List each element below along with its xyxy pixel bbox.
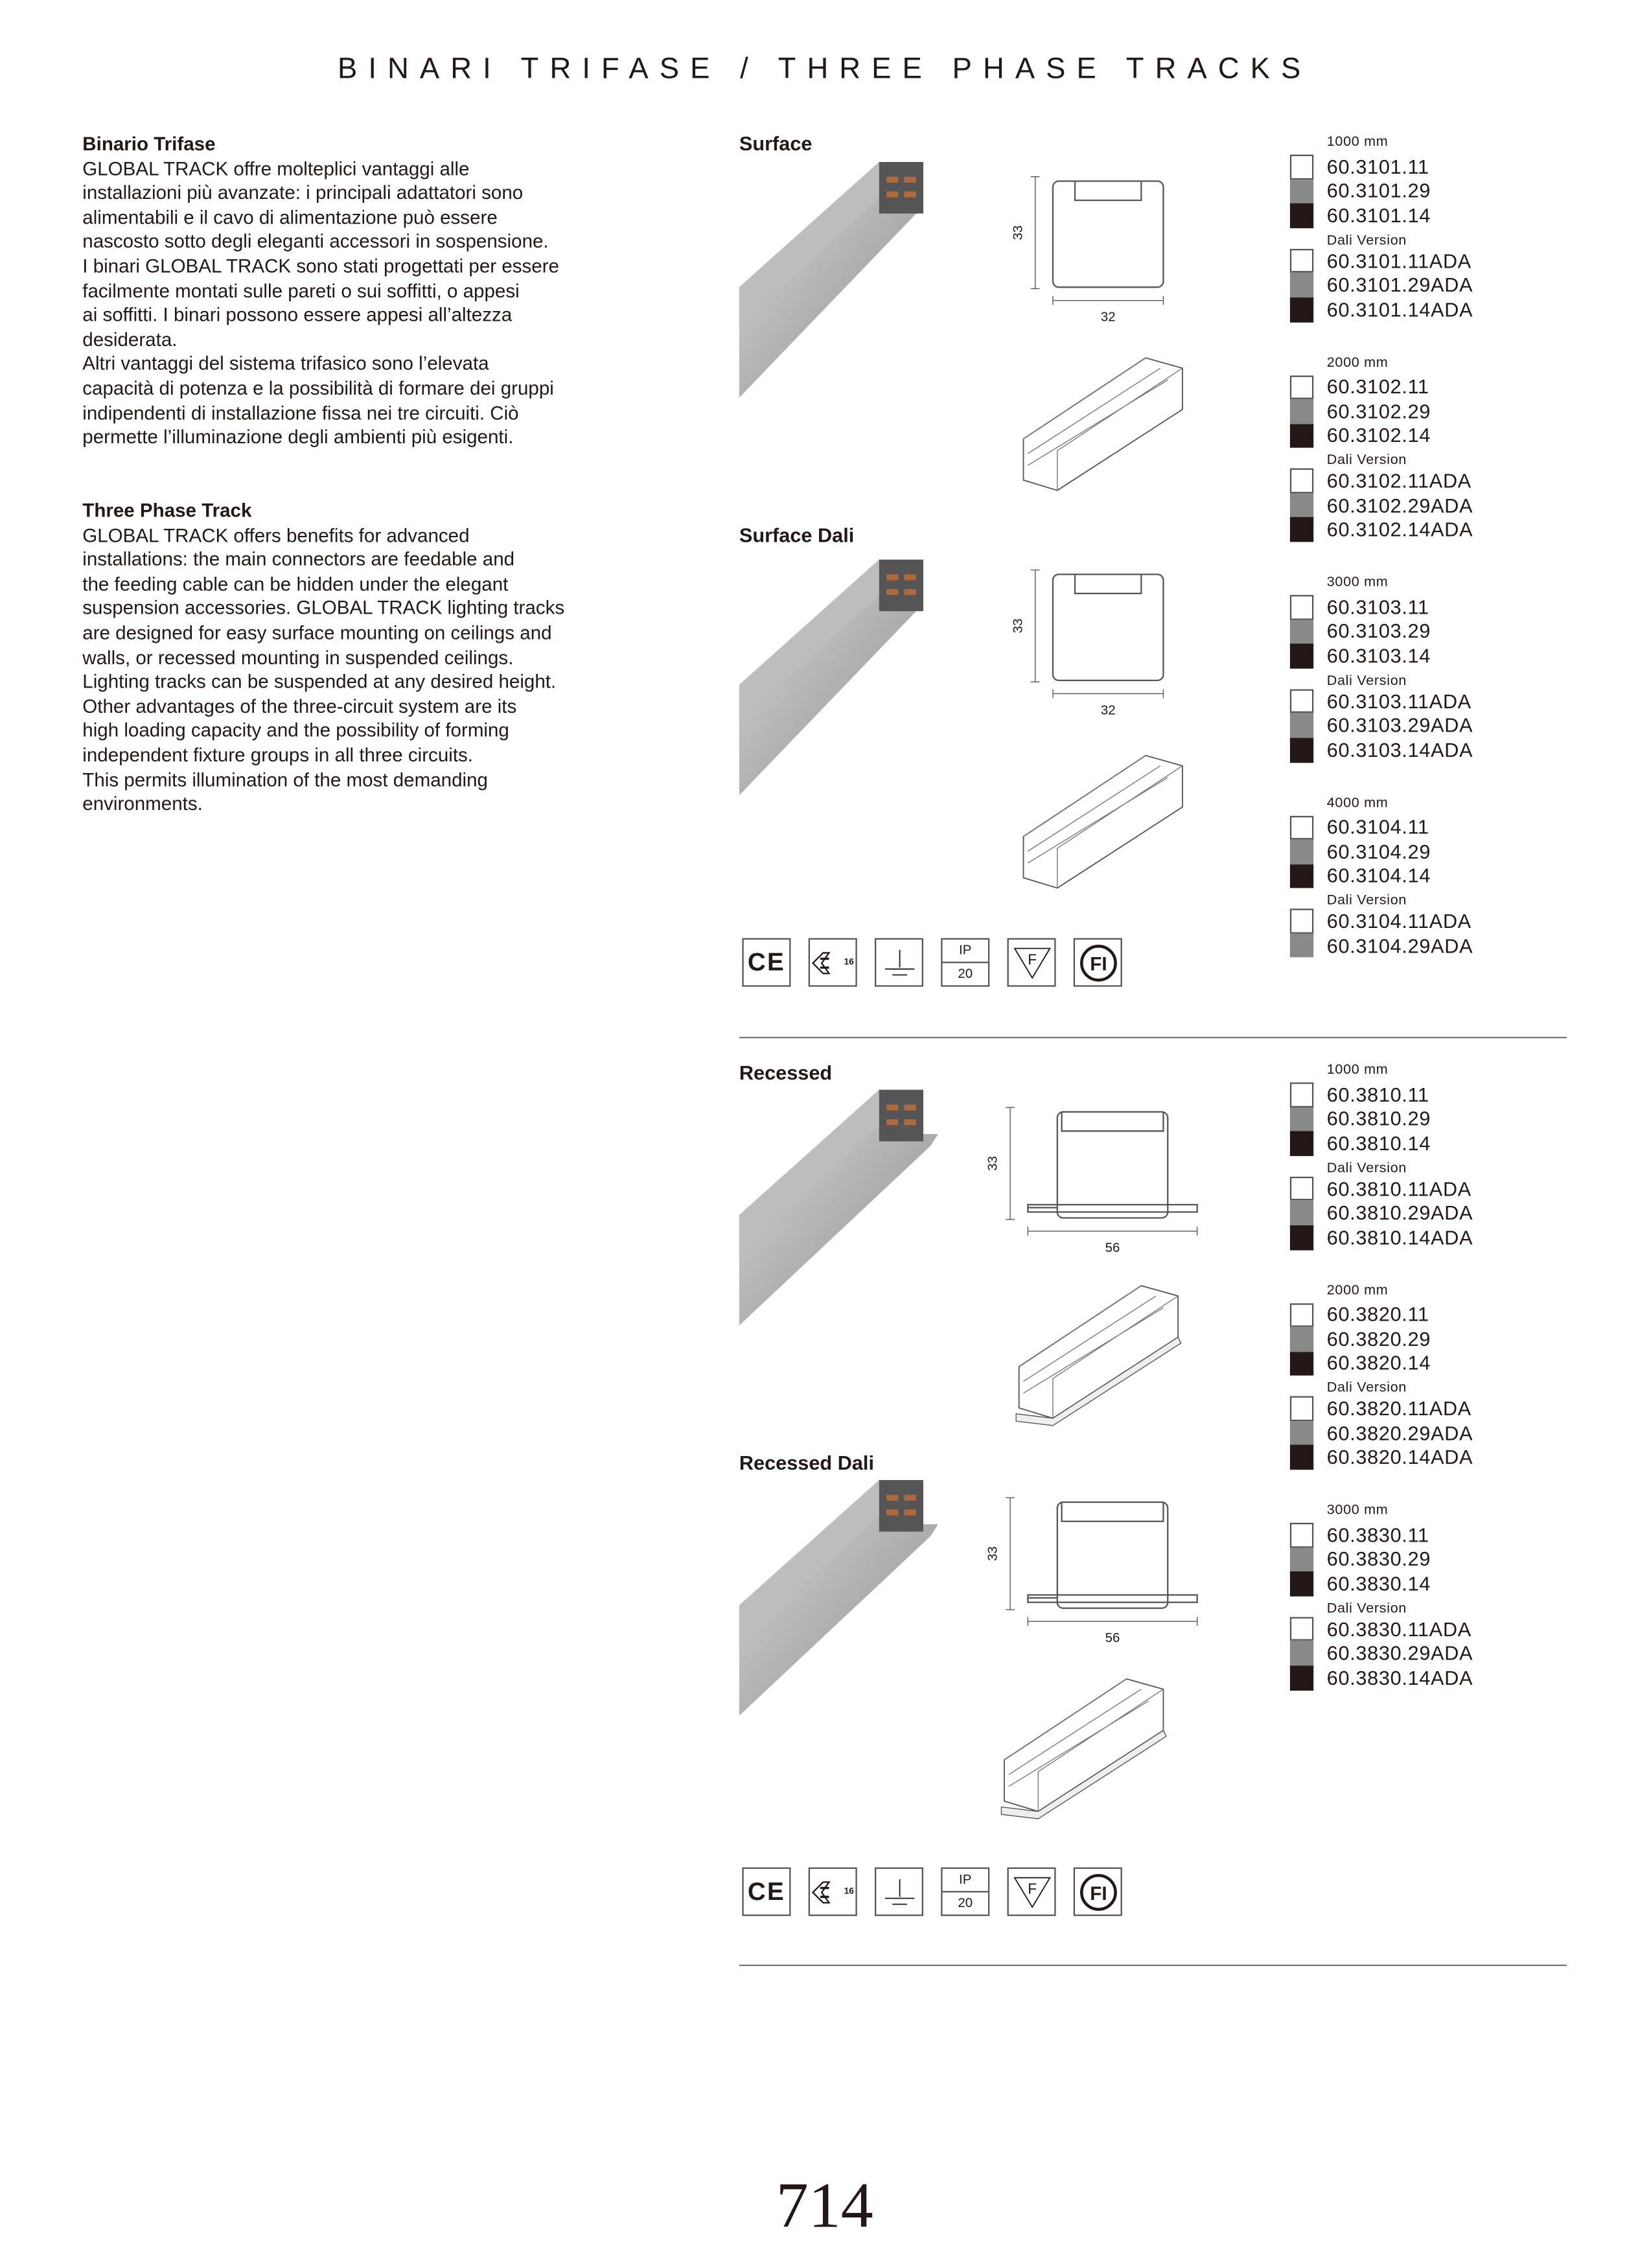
- product-code: 60.3830.14ADA: [1326, 1667, 1473, 1689]
- product-code-group: [1290, 134, 1540, 322]
- product-code-row: [1290, 1352, 1540, 1376]
- section-surface-label: Surface: [739, 132, 813, 155]
- svg-text:FI: FI: [1089, 953, 1107, 975]
- color-swatch: [1290, 493, 1313, 518]
- color-swatch: [1290, 424, 1313, 448]
- product-code-row: [1290, 1571, 1540, 1596]
- product-code: 60.3103.29: [1326, 620, 1431, 643]
- product-code-row: [1290, 1302, 1540, 1327]
- paragraph-line: indipendenti di installazione fissa nei tre circuiti. Ciò: [82, 401, 519, 424]
- paragraph-line: ai soffitti. I binari possono essere appesi all’altezza: [82, 303, 513, 326]
- product-code-row: [1290, 399, 1540, 424]
- color-swatch: [1290, 1352, 1313, 1376]
- product-code-row: [1290, 689, 1540, 713]
- product-code: 60.3104.29: [1326, 840, 1431, 863]
- paragraph-line: permette l’illuminazione degli ambienti più esigenti.: [82, 426, 514, 448]
- color-swatch: [1290, 1176, 1313, 1201]
- product-code: 60.3820.11: [1326, 1304, 1429, 1326]
- product-code-row: [1290, 297, 1540, 322]
- color-swatch: [1290, 203, 1313, 228]
- product-code-row: [1290, 1225, 1540, 1250]
- paragraph-line: GLOBAL TRACK offers benefits for advanced: [82, 524, 470, 546]
- color-swatch: [1290, 864, 1313, 888]
- product-code-row: [1290, 1446, 1540, 1470]
- product-code-row: [1290, 1201, 1540, 1225]
- product-code: 60.3820.11ADA: [1326, 1397, 1471, 1420]
- color-swatch: [1290, 909, 1313, 934]
- height-dimension: 33: [985, 1156, 1000, 1171]
- product-code-row: [1290, 155, 1540, 179]
- product-code-row: [1290, 1617, 1540, 1641]
- fi-mark-icon: [1074, 1868, 1122, 1916]
- surface-track-drawing: [1021, 748, 1190, 896]
- product-code: 60.3810.11ADA: [1326, 1177, 1471, 1200]
- page-number: 714: [776, 2169, 873, 2242]
- product-code: 60.3104.29ADA: [1326, 934, 1473, 957]
- cross-section-drawing: [1010, 567, 1186, 729]
- product-code: 60.3820.29: [1326, 1328, 1431, 1350]
- color-swatch: [1290, 1131, 1313, 1156]
- product-code: 60.3104.11ADA: [1326, 910, 1471, 932]
- paragraph-line: installazioni più avanzate: i principali adattatori sono: [82, 181, 524, 204]
- paragraph-line: Lighting tracks can be suspended at any desired height.: [82, 670, 557, 693]
- paragraph-line: alimentabili e il cavo di alimentazione può essere: [82, 205, 498, 228]
- color-swatch: [1290, 297, 1313, 322]
- paragraph-line: high loading capacity and the possibility of forming: [82, 719, 509, 741]
- product-code: 60.3101.11: [1326, 156, 1429, 178]
- product-code-row: [1290, 1547, 1540, 1572]
- product-code-row: [1290, 203, 1540, 228]
- product-code-row: [1290, 934, 1540, 958]
- paragraph-line: facilmente montati sulle pareti o sui soffitti, o appesi: [82, 279, 520, 301]
- product-code-group: [1290, 354, 1540, 542]
- color-swatch: [1290, 469, 1313, 493]
- height-dimension: 33: [1010, 225, 1026, 240]
- product-code-row: [1290, 375, 1540, 399]
- product-code: 60.3102.29: [1326, 400, 1431, 423]
- product-code: 60.3830.29ADA: [1326, 1642, 1473, 1665]
- color-swatch: [1290, 179, 1313, 203]
- certification-row: [742, 1868, 1122, 1916]
- product-code: 60.3104.14: [1326, 865, 1431, 888]
- paragraph-line: independent fixture groups in all three circuits.: [82, 743, 474, 766]
- paragraph-line: the feeding cable can be hidden under the elegant: [82, 572, 509, 595]
- product-code: 60.3102.14: [1326, 424, 1431, 447]
- color-swatch: [1290, 689, 1313, 713]
- product-code-row: [1290, 493, 1540, 518]
- height-dimension: 33: [985, 1546, 1000, 1562]
- dali-version-label: Dali Version: [1326, 1600, 1407, 1617]
- cross-section-drawing: [985, 1105, 1219, 1267]
- product-code: 60.3103.29ADA: [1326, 714, 1473, 737]
- enec-mark-icon: 16: [809, 1868, 857, 1916]
- dali-version-label: Dali Version: [1326, 452, 1407, 469]
- product-code-row: [1290, 424, 1540, 448]
- f-mark-icon: [1008, 1868, 1056, 1916]
- recessed-track-photo: [739, 1465, 945, 1715]
- color-swatch: [1290, 1327, 1313, 1352]
- f-mark-icon: [1008, 938, 1056, 987]
- color-swatch: [1290, 375, 1313, 399]
- product-code: 60.3103.11ADA: [1326, 689, 1471, 713]
- product-code-row: [1290, 179, 1540, 203]
- intro-english: [82, 499, 612, 816]
- paragraph-line: I binari GLOBAL TRACK sono stati progettati per essere: [82, 255, 559, 277]
- product-code: 60.3810.29ADA: [1326, 1201, 1473, 1225]
- length-label: 2000 mm: [1326, 1282, 1389, 1299]
- product-code-group: [1290, 1282, 1540, 1470]
- width-dimension: 32: [1100, 309, 1116, 325]
- svg-text:F: F: [1027, 1879, 1036, 1897]
- product-code-row: [1290, 518, 1540, 542]
- product-code-row: [1290, 273, 1540, 297]
- intro-italian-text: [82, 157, 612, 450]
- color-swatch: [1290, 840, 1313, 864]
- product-code: 60.3102.11ADA: [1326, 470, 1471, 492]
- width-dimension: 56: [1105, 1630, 1120, 1646]
- length-label: 4000 mm: [1326, 794, 1389, 811]
- color-swatch: [1290, 1082, 1313, 1107]
- color-swatch: [1290, 1547, 1313, 1572]
- fi-mark-icon: [1074, 938, 1122, 987]
- product-code: 60.3830.29: [1326, 1548, 1431, 1571]
- recessed-track-drawing: [1001, 1672, 1170, 1819]
- cross-section-drawing: [1010, 174, 1186, 336]
- divider: [739, 1965, 1567, 1966]
- paragraph-line: nascosto sotto degli eleganti accessori in sospensione.: [82, 230, 549, 253]
- product-code: 60.3101.11ADA: [1326, 249, 1471, 272]
- product-code-row: [1290, 619, 1540, 644]
- intro-italian-heading: Binario Trifase: [82, 132, 216, 155]
- length-label: 1000 mm: [1326, 133, 1389, 150]
- length-label: 2000 mm: [1326, 354, 1389, 371]
- height-dimension: 33: [1010, 618, 1026, 634]
- ce-mark-icon: CE: [742, 938, 790, 987]
- product-code-row: [1290, 1327, 1540, 1352]
- ip-rating-badge: IP 20: [941, 938, 989, 987]
- paragraph-line: are designed for easy surface mounting on ceilings and: [82, 621, 552, 644]
- paragraph-line: Other advantages of the three-circuit system are its: [82, 695, 517, 717]
- color-swatch: [1290, 713, 1313, 738]
- paragraph-line: desiderata.: [82, 328, 178, 351]
- paragraph-line: environments.: [82, 792, 203, 815]
- product-code-group: [1290, 1502, 1540, 1690]
- section-surface-dali-label: Surface Dali: [739, 524, 855, 547]
- intro-english-heading: Three Phase Track: [82, 499, 252, 522]
- product-code-row: [1290, 1131, 1540, 1156]
- earth-ground-icon: [875, 938, 923, 987]
- product-code-row: [1290, 738, 1540, 763]
- divider: [739, 1037, 1567, 1038]
- color-swatch: [1290, 249, 1313, 273]
- svg-text:F: F: [1027, 950, 1036, 967]
- intro-italian: [82, 133, 612, 450]
- product-code-row: [1290, 1641, 1540, 1666]
- color-swatch: [1290, 934, 1313, 958]
- product-code-row: [1290, 1107, 1540, 1131]
- product-code: 60.3810.29: [1326, 1107, 1431, 1131]
- product-code-group: [1290, 794, 1540, 958]
- product-code-row: [1290, 595, 1540, 619]
- recessed-track-drawing: [1016, 1279, 1185, 1426]
- product-code: 60.3103.14: [1326, 645, 1431, 667]
- color-swatch: [1290, 1571, 1313, 1596]
- dali-version-label: Dali Version: [1326, 1160, 1407, 1177]
- product-code: 60.3103.14ADA: [1326, 739, 1473, 761]
- color-swatch: [1290, 644, 1313, 669]
- section-recessed-label: Recessed: [739, 1061, 833, 1084]
- earth-ground-icon: [875, 1868, 923, 1916]
- paragraph-line: suspension accessories. GLOBAL TRACK lighting tracks: [82, 597, 565, 619]
- recessed-track-photo: [739, 1075, 945, 1325]
- dali-version-label: Dali Version: [1326, 1380, 1407, 1397]
- color-swatch: [1290, 399, 1313, 424]
- ce-mark-icon: CE: [742, 1868, 790, 1916]
- product-code-row: [1290, 1082, 1540, 1107]
- product-code: 60.3101.14: [1326, 204, 1431, 227]
- product-code: 60.3810.11: [1326, 1083, 1429, 1106]
- enec-mark-icon: 16: [809, 938, 857, 987]
- surface-track-drawing: [1021, 351, 1190, 498]
- paragraph-line: GLOBAL TRACK offre molteplici vantaggi alle: [82, 157, 470, 179]
- product-code-row: [1290, 1176, 1540, 1201]
- product-code: 60.3104.11: [1326, 816, 1429, 839]
- product-code-row: [1290, 1523, 1540, 1547]
- color-swatch: [1290, 738, 1313, 763]
- product-code: 60.3830.14: [1326, 1573, 1431, 1595]
- color-swatch: [1290, 518, 1313, 542]
- color-swatch: [1290, 1201, 1313, 1225]
- dali-version-label: Dali Version: [1326, 892, 1407, 909]
- product-code: 60.3101.29: [1326, 180, 1431, 203]
- paragraph-line: Altri vantaggi del sistema trifasico sono l’elevata: [82, 352, 489, 375]
- product-code: 60.3810.14: [1326, 1132, 1431, 1155]
- color-swatch: [1290, 1446, 1313, 1470]
- product-code-row: [1290, 864, 1540, 888]
- color-swatch: [1290, 1107, 1313, 1131]
- product-code: 60.3102.11: [1326, 376, 1429, 399]
- product-code: 60.3820.14: [1326, 1352, 1431, 1375]
- product-code: 60.3820.29ADA: [1326, 1422, 1473, 1444]
- color-swatch: [1290, 1225, 1313, 1250]
- surface-track-photo: [739, 545, 945, 795]
- product-code: 60.3830.11: [1326, 1523, 1429, 1546]
- product-code: 60.3101.14ADA: [1326, 298, 1473, 321]
- color-swatch: [1290, 273, 1313, 297]
- color-swatch: [1290, 619, 1313, 644]
- product-code-row: [1290, 713, 1540, 738]
- paragraph-line: This permits illumination of the most demanding: [82, 768, 488, 791]
- product-code-group: [1290, 1062, 1540, 1250]
- dali-version-label: Dali Version: [1326, 232, 1407, 249]
- cross-section-drawing: [985, 1495, 1219, 1657]
- paragraph-line: capacità di potenza e la possibilità di formare dei gruppi: [82, 376, 554, 399]
- length-label: 1000 mm: [1326, 1061, 1389, 1078]
- color-swatch: [1290, 1617, 1313, 1641]
- product-code-row: [1290, 909, 1540, 934]
- product-code-row: [1290, 249, 1540, 273]
- intro-english-text: [82, 524, 612, 817]
- svg-text:FI: FI: [1089, 1882, 1107, 1904]
- color-swatch: [1290, 1302, 1313, 1327]
- product-code: 60.3810.14ADA: [1326, 1226, 1473, 1249]
- color-swatch: [1290, 595, 1313, 619]
- width-dimension: 56: [1105, 1240, 1120, 1255]
- product-code: 60.3830.11ADA: [1326, 1617, 1471, 1640]
- product-code: 60.3103.11: [1326, 596, 1429, 619]
- width-dimension: 32: [1100, 702, 1116, 718]
- page-title: BINARI TRIFASE / THREE PHASE TRACKS: [338, 52, 1312, 86]
- ip-rating-badge: IP 20: [941, 1868, 989, 1916]
- color-swatch: [1290, 1396, 1313, 1421]
- product-code: 60.3820.14ADA: [1326, 1446, 1473, 1469]
- color-swatch: [1290, 1641, 1313, 1666]
- product-code: 60.3102.29ADA: [1326, 494, 1473, 516]
- color-swatch: [1290, 1421, 1313, 1446]
- product-code: 60.3101.29ADA: [1326, 274, 1473, 297]
- certification-row: [742, 938, 1122, 987]
- length-label: 3000 mm: [1326, 574, 1389, 591]
- product-code: 60.3102.14ADA: [1326, 518, 1473, 541]
- section-recessed-dali-label: Recessed Dali: [739, 1452, 874, 1474]
- surface-track-photo: [739, 147, 945, 397]
- color-swatch: [1290, 815, 1313, 840]
- product-code-row: [1290, 1396, 1540, 1421]
- product-code-group: [1290, 574, 1540, 762]
- product-code-row: [1290, 469, 1540, 493]
- dali-version-label: Dali Version: [1326, 673, 1407, 689]
- product-code-row: [1290, 840, 1540, 864]
- color-swatch: [1290, 1665, 1313, 1690]
- product-code-row: [1290, 815, 1540, 840]
- product-code-row: [1290, 644, 1540, 669]
- length-label: 3000 mm: [1326, 1502, 1389, 1519]
- product-code-row: [1290, 1421, 1540, 1446]
- paragraph-line: installations: the main connectors are feedable and: [82, 548, 515, 570]
- product-code-row: [1290, 1665, 1540, 1690]
- color-swatch: [1290, 1523, 1313, 1547]
- color-swatch: [1290, 155, 1313, 179]
- paragraph-line: walls, or recessed mounting in suspended ceilings.: [82, 645, 514, 668]
